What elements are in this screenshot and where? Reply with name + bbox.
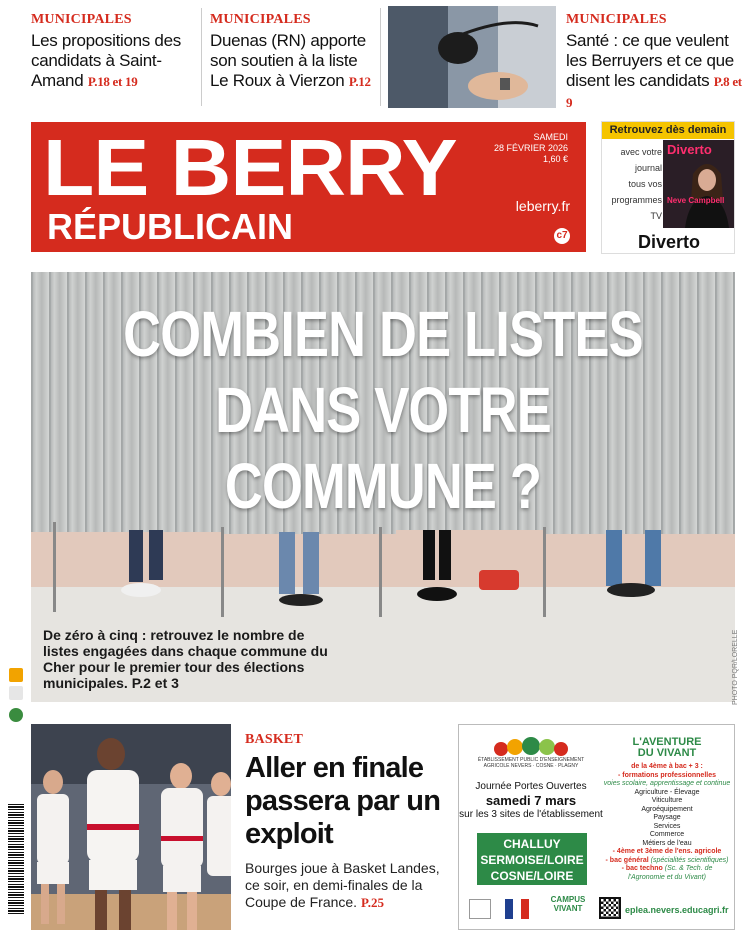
ad-website-link[interactable]: eplea.nevers.educagri.fr bbox=[625, 905, 729, 915]
masthead-subtitle: RÉPUBLICAIN bbox=[47, 206, 294, 247]
margin-strip bbox=[8, 664, 24, 926]
qr-code-icon[interactable] bbox=[599, 897, 621, 919]
teaser-vierzon[interactable] bbox=[210, 12, 380, 92]
teaser-headline: Santé : ce que veulent les Berruyers et ce que disent les candidats P.8 et 9 bbox=[566, 31, 742, 110]
diverto-cover-title: Diverto bbox=[667, 142, 712, 157]
hero-headline: COMBIEN DE LISTES DANS VOTRE COMMUNE ? bbox=[123, 298, 643, 522]
diverto-promo[interactable] bbox=[601, 121, 735, 254]
diverto-text: avec votre journal tous vos programmes TV bbox=[611, 147, 662, 221]
teaser-headline: Duenas (RN) apporte son soutien à la liste Le Roux à Vierzon P.12 bbox=[210, 31, 371, 90]
campus-logo: CAMPUS VIVANT bbox=[550, 895, 586, 913]
region-logo-icon bbox=[469, 899, 491, 919]
ad-offer: de la 4ème à bac + 3 : - formations professionnelles voies scolaire, apprentissage et continue Agriculture - Élevage Viticulture Agroéquipement Paysage Services Commerce Métiers de l'eau - 4ème et 3ème de l'ens. agricole - bac général (spécialités scientifiques) - bac techno (Sc. & Tech. de l'Agronomie et du Vivant) bbox=[603, 763, 731, 881]
ad-institution: ÉTABLISSEMENT PUBLIC D'ENSEIGNEMENT AGRICOLE NEVERS · COSNE · PLAGNY bbox=[477, 757, 585, 769]
hero-story[interactable] bbox=[31, 272, 735, 702]
issue-date: SAMEDI 28 FÉVRIER 2026 1,60 € bbox=[493, 132, 568, 164]
republic-logo-icon bbox=[505, 899, 529, 919]
ad-date: samedi 7 mars bbox=[485, 793, 577, 808]
basket-text: Bourges joue à Basket Landes, ce soir, en demi-finales de la Coupe de France. P.25 bbox=[245, 860, 440, 910]
basket-photo[interactable] bbox=[31, 724, 231, 930]
ad-locations: CHALLUY SERMOISE/LOIRE COSNE/LOIRE bbox=[477, 833, 587, 885]
diverto-cover bbox=[663, 140, 734, 228]
diverto-cover-name: Neve Campbell bbox=[667, 196, 725, 205]
diverto-brand: Diverto bbox=[637, 232, 700, 252]
basketball-players-photo-icon bbox=[31, 724, 231, 930]
ad-sites: sur les 3 sites de l'établissement bbox=[459, 809, 603, 820]
group-logo-icon: c7 bbox=[554, 228, 570, 244]
ad-left-panel bbox=[459, 725, 603, 929]
teaser-saint-amand[interactable] bbox=[31, 12, 201, 92]
column-divider bbox=[380, 8, 381, 106]
masthead[interactable] bbox=[31, 122, 586, 252]
recycle-icon bbox=[9, 708, 23, 722]
page-ref: P.8 et 9 bbox=[566, 74, 742, 110]
photo-credit: PHOTO PQR/LORELLE bbox=[732, 629, 739, 705]
ad-right-panel bbox=[599, 725, 735, 929]
hero-caption: De zéro à cinq : retrouvez le nombre de listes engagées dans chaque commune du Cher pour le premier tour des élections municipales. P.2 et 3 bbox=[43, 627, 328, 691]
ad-partner-logos bbox=[465, 893, 597, 923]
teaser-kicker: MUNICIPALES bbox=[566, 12, 667, 27]
masthead-title: LE BERRY bbox=[43, 122, 457, 213]
basket-headline[interactable]: Aller en finale passera par un exploit bbox=[245, 752, 441, 850]
page-ref: P.18 et 19 bbox=[87, 74, 138, 89]
vegetables-logo-icon bbox=[491, 729, 571, 759]
teaser-kicker: MUNICIPALES bbox=[210, 12, 311, 27]
basket-kicker: BASKET bbox=[245, 732, 303, 747]
teaser-kicker: MUNICIPALES bbox=[31, 12, 132, 27]
page-ref: P.25 bbox=[360, 895, 384, 910]
page-ref: P.12 bbox=[348, 74, 371, 89]
ad-event: Journée Portes Ouvertes bbox=[475, 781, 587, 792]
teaser-photo-blood-pressure[interactable] bbox=[388, 6, 556, 108]
badge-icon bbox=[9, 668, 23, 682]
diverto-header: Retrouvez dès demain bbox=[602, 122, 734, 139]
badge-icon bbox=[9, 686, 23, 700]
barcode-icon bbox=[8, 804, 24, 914]
ad-open-days[interactable] bbox=[458, 724, 735, 930]
page-ref: P.2 et 3 bbox=[131, 675, 179, 691]
blood-pressure-photo-icon bbox=[388, 6, 556, 108]
ad-brand: L'AVENTURE DU VIVANT bbox=[632, 736, 702, 759]
website-link[interactable]: leberry.fr bbox=[515, 198, 570, 214]
teaser-headline: Les propositions des candidats à Saint-Amand P.18 et 19 bbox=[31, 31, 181, 90]
teaser-sante[interactable] bbox=[566, 12, 742, 113]
column-divider bbox=[201, 8, 202, 106]
